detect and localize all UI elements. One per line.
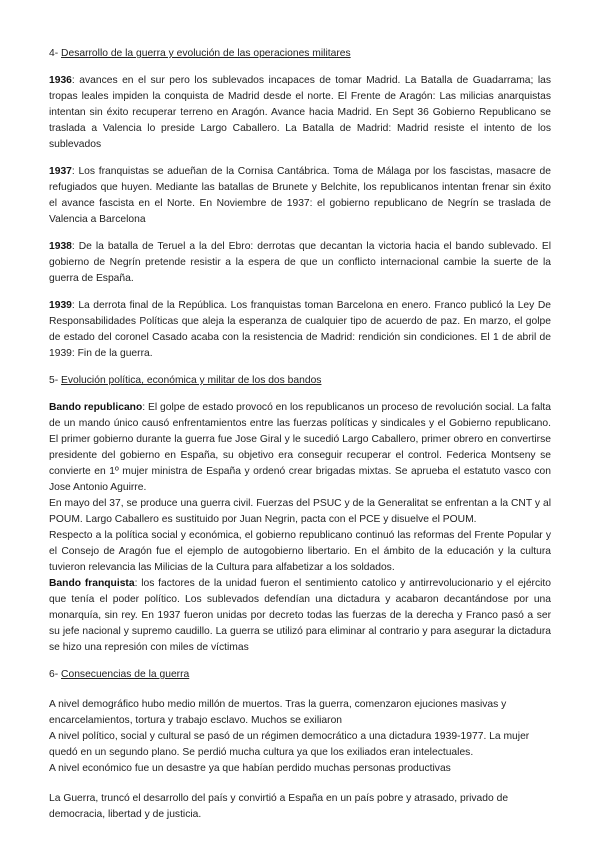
paragraph-text: : La derrota final de la República. Los franquistas toman Barcelona en enero. Franco publicó la Ley De Responsabilidades Políticas que aleja la esperanza de cualquier tipo de acuerdo de paz. En marzo, el golpe de estado del coronel Casado acaba con la resistencia de Madrid: rendición sin condiciones. El 1 de abril de 1939: Fin de la guerra. [49, 300, 551, 359]
section-number: 4- [49, 48, 59, 59]
section-number: 6- [49, 669, 59, 680]
paragraph-lead: Bando republicano [49, 402, 143, 413]
paragraph-bando-franquista [49, 576, 551, 656]
paragraph-politica-social [49, 528, 551, 576]
paragraph-bando-republicano [49, 400, 551, 496]
section-title: Desarrollo de la guerra y evolución de las operaciones militares [61, 48, 351, 59]
paragraph-text: A nivel político, social y cultural se pasó de un régimen democrático a una dictadura 1939-1977. La mujer quedó en un segundo plano. Se perdió mucha cultura ya que los exiliados eran intelectuales. [49, 731, 530, 758]
paragraph-lead: 1937 [49, 166, 72, 177]
section-heading-6 [49, 667, 551, 683]
section-title: Evolución política, económica y militar de los dos bandos [61, 375, 322, 386]
paragraph-lead: 1938 [49, 241, 72, 252]
paragraph-lead: 1939 [49, 300, 72, 311]
section-heading-5 [49, 373, 551, 389]
paragraph-demografico [49, 697, 551, 729]
paragraph-economico [49, 761, 551, 777]
paragraph-text: : los factores de la unidad fueron el sentimiento catolico y antirrevolucionario y el ejército que tenía el poder político. Los sublevados defendían una dictadura y acabaron decantándose por una monarquía, sin rey. En 1937 fueron unidas por decreto todas las fuerzas de la derecha y Franco pasó a ser su jefe nacional y supremo caudillo. La guerra se utilizó para eliminar al contrario y para asegurar la dictadura se hizo una represión con miles de víctimas [49, 578, 551, 653]
paragraph-1937 [49, 164, 551, 228]
section-heading-4 [49, 46, 551, 62]
paragraph-text: La Guerra, truncó el desarrollo del país y convirtió a España en un país pobre y atrasado, privado de democracia, libertad y de justicia. [49, 793, 509, 820]
paragraph-text: : avances en el sur pero los sublevados incapaces de tomar Madrid. La Batalla de Guadarrama; las tropas leales impiden la conquista de Madrid desde el norte. El Frente de Aragón: Las milicias anarquistas intentan sin éxito recuperar terreno en Aragón. Avance hacia Madrid. En Sept 36 Gobierno Republicano se traslada a Valencia lo preside Largo Caballero. La Batalla de Madrid: Madrid resiste el intento de los sublevados [49, 75, 551, 150]
paragraph-text: : El golpe de estado provocó en los republicanos un proceso de revolución social. La falta de un mando único causó enfrentamientos entre las fuerzas políticas y sindicales y el Gobierno republicano. El primer gobierno durante la guerra fue Jose Giral y le sucedió Largo Caballero, primer obrero en convertirse presidente del gobierno en España, su objetivo era conseguir recuperar el control. Federica Montseny se convierte en 1º mujer ministra de España y ordenó crear brigadas mixtas. Se aprueba el estatuto vasco con Jose Antonio Aguirre. [49, 402, 551, 493]
paragraph-lead: 1936 [49, 75, 72, 86]
paragraph-text: En mayo del 37, se produce una guerra civil. Fuerzas del PSUC y de la Generalitat se enfrentan a la CNT y al POUM. Largo Caballero es sustituido por Juan Negrin, pacta con el PCE y disuelve el POUM. [49, 498, 551, 525]
paragraph-mayo-37 [49, 496, 551, 528]
paragraph-politico [49, 729, 551, 761]
paragraph-text: : Los franquistas se adueñan de la Cornisa Cantábrica. Toma de Málaga por los fascistas, masacre de refugiados que huyen. Mediante las batallas de Brunete y Belchite, los republicanos intentan frenar sin éxito el avance fascista en el Norte. En Noviembre de 1937: el gobierno republicano de Negrín se traslada de Valencia a Barcelona [49, 166, 551, 225]
paragraph-text: Respecto a la política social y económica, el gobierno republicano continuó las reformas del Frente Popular y el Consejo de Aragón fue el ejemplo de autogobierno libertario. En el ámbito de la educación y la cultura tuvieron relevancia las Milicias de la Cultura para alfabetizar a los soldados. [49, 530, 551, 573]
paragraph-1938 [49, 239, 551, 287]
paragraph-1939 [49, 298, 551, 362]
paragraph-conclusion [49, 791, 551, 823]
paragraph-text: : De la batalla de Teruel a la del Ebro: derrotas que decantan la victoria hacia el bando sublevado. El gobierno de Negrín pretende resistir a la espera de que un conflicto internacional cambie la suerte de la guerra de España. [49, 241, 551, 284]
paragraph-text: A nivel económico fue un desastre ya que habían perdido muchas personas productivas [49, 763, 451, 774]
section-title: Consecuencias de la guerra [61, 669, 190, 680]
section-number: 5- [49, 375, 59, 386]
document-page [49, 46, 551, 823]
paragraph-1936 [49, 73, 551, 153]
paragraph-text: A nivel demográfico hubo medio millón de muertos. Tras la guerra, comenzaron ejuciones masivas y encarcelamientos, tortura y trabajo esclavo. Muchos se exiliaron [49, 699, 507, 726]
paragraph-lead: Bando franquista [49, 578, 135, 589]
